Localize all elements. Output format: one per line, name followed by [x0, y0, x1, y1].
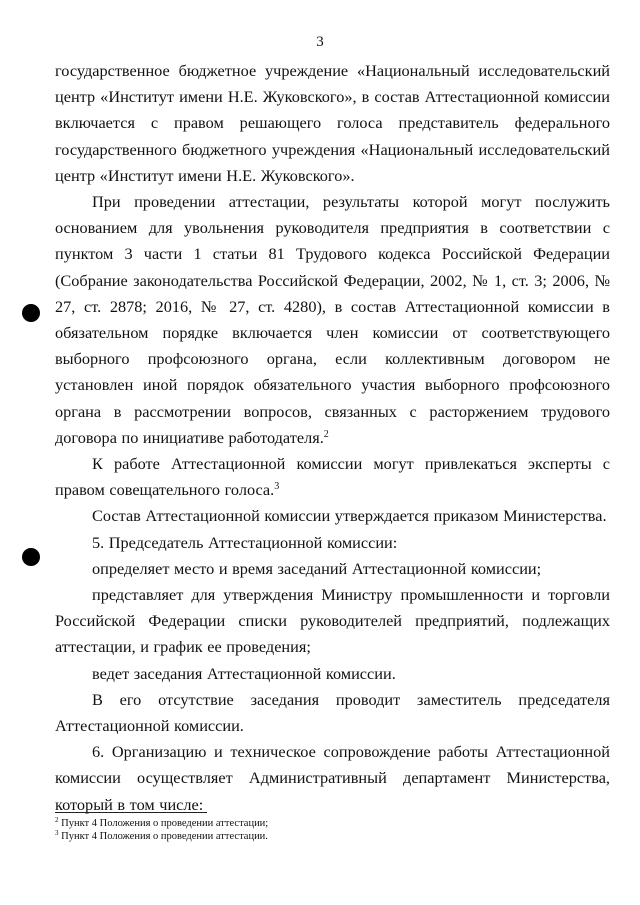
paragraph-chairman-heading [55, 530, 610, 556]
punch-hole [22, 304, 40, 322]
paragraph-chairman-duty-3 [55, 661, 610, 687]
punch-hole [22, 548, 40, 566]
paragraph-text: ведет заседания Аттестационной комиссии. [92, 663, 396, 683]
paragraph-text: К работе Аттестационной комиссии могут привлекаться эксперты с правом совещательного голоса. [55, 454, 610, 500]
paragraph-continuation [55, 58, 610, 189]
paragraph-text: Состав Аттестационной комиссии утверждается приказом Министерства. [92, 506, 607, 526]
paragraph-attestation-union [55, 189, 610, 451]
footnote-reference: 3 [274, 481, 280, 493]
paragraph-composition [55, 503, 610, 529]
paragraph-organization [55, 739, 610, 818]
footnote-divider [55, 812, 207, 813]
paragraph-deputy [55, 687, 610, 739]
footnote-text: Пункт 4 Положения о проведении аттестации; [61, 818, 269, 829]
footnote [55, 817, 610, 830]
footnote-text: Пункт 4 Положения о проведении аттестации. [61, 831, 268, 842]
footnote [55, 830, 610, 843]
paragraph-text: 5. Председатель Аттестационной комиссии: [92, 532, 398, 552]
document-body [55, 58, 610, 818]
paragraph-text: определяет место и время заседаний Аттестационной комиссии; [92, 558, 542, 578]
paragraph-chairman-duty-2 [55, 582, 610, 661]
paragraph-text: государственное бюджетное учреждение «Национальный исследовательский центр «Институт имени Н.Е. Жуковского», в состав Аттестационной комиссии включается с правом решающего голоса представитель федерального государственного бюджетного учреждения «Национальный исследовательский центр «Институт имени Н.Е. Жуковского». [55, 61, 610, 185]
footnote-marker: 3 [55, 829, 59, 837]
footnote-marker: 2 [55, 816, 59, 824]
paragraph-text: В его отсутствие заседания проводит заместитель председателя Аттестационной комиссии. [55, 689, 610, 736]
paragraph-text: представляет для утверждения Министру промышленности и торговли Российской Федерации списки руководителей предприятий, подлежащих аттестации, и график ее проведения; [55, 585, 610, 657]
paragraph-text: 6. Организацию и техническое сопровождение работы Аттестационной комиссии осуществляет Административный департамент Министерства, который в том числе: [55, 742, 610, 814]
paragraph-experts [55, 451, 610, 503]
paragraph-chairman-duty-1 [55, 556, 610, 582]
paragraph-text: При проведении аттестации, результаты которой могут послужить основанием для увольнения руководителя предприятия в соответствии с пунктом 3 части 1 статьи 81 Трудового кодекса Российской Федерации (Собрание законодательства Российской Федерации, 2002, № 1, ст. 3; 2006, № 27, ст. 2878; 2016, № 27, ст. 4280), в состав Аттестационной комиссии в обязательном порядке включается член комиссии от соответствующего выборного профсоюзного органа, если коллективным договором не установлен иной порядок обязательного участия выборного профсоюзного органа в рассмотрении вопросов, связанных с расторжением трудового договора по инициативе работодателя. [55, 192, 610, 447]
footnotes [55, 817, 610, 843]
page-number: 3 [316, 34, 324, 50]
footnote-reference: 2 [323, 428, 329, 440]
